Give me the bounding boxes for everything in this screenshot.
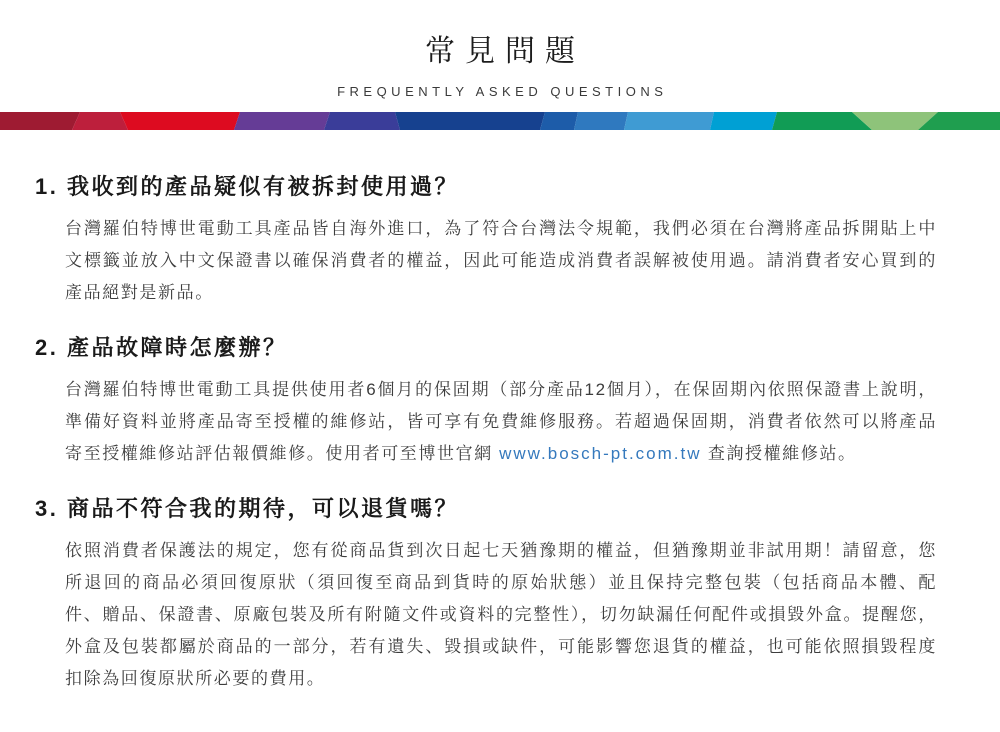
faq-section-1 bbox=[35, 170, 965, 309]
faq-question-2: 2. 產品故障時怎麼辦？ bbox=[35, 335, 288, 360]
faq-content bbox=[0, 130, 1000, 695]
page-title: 常見問題 bbox=[425, 35, 585, 68]
page-header bbox=[0, 0, 1000, 99]
faq-answer-2-text-after: 查詢授權維修站。 bbox=[701, 444, 857, 463]
faq-answer-2 bbox=[65, 374, 937, 470]
faq-section-2 bbox=[35, 331, 965, 470]
bosch-website-link[interactable]: www.bosch-pt.com.tw bbox=[499, 444, 702, 463]
brand-stripe bbox=[0, 112, 1000, 130]
faq-answer-2-text-before: 台灣羅伯特博世電動工具提供使用者6個月的保固期（部分產品12個月），在保固期內依照保證書上說明，準備好資料並將產品寄至授權的維修站，皆可享有免費維修服務。若超過保固期，消費者依然可以將產品寄至授權維修站評估報價維修。使用者可至博世官網 bbox=[65, 380, 937, 463]
faq-question-1: 1. 我收到的產品疑似有被拆封使用過？ bbox=[35, 174, 459, 199]
faq-answer-1: 台灣羅伯特博世電動工具產品皆自海外進口，為了符合台灣法令規範，我們必須在台灣將產品拆開貼上中文標籤並放入中文保證書以確保消費者的權益，因此可能造成消費者誤解被使用過。請消費者安心買到的產品絕對是新品。 bbox=[65, 219, 937, 302]
faq-answer-3: 依照消費者保護法的規定，您有從商品貨到次日起七天猶豫期的權益，但猶豫期並非試用期！請留意，您所退回的商品必須回復原狀（須回復至商品到貨時的原始狀態）並且保持完整包裝（包括商品本體、配件、贈品、保證書、原廠包裝及所有附隨文件或資料的完整性），切勿缺漏任何配件或損毀外盒。提醒您，外盒及包裝都屬於商品的一部分，若有遺失、毀損或缺件，可能影響您退貨的權益，也可能依照損毀程度扣除為回復原狀所必要的費用。 bbox=[65, 541, 937, 688]
faq-question-3: 3. 商品不符合我的期待，可以退貨嗎？ bbox=[35, 496, 459, 521]
page-subtitle: FREQUENTLY ASKED QUESTIONS bbox=[337, 84, 668, 99]
faq-section-3 bbox=[35, 492, 965, 695]
